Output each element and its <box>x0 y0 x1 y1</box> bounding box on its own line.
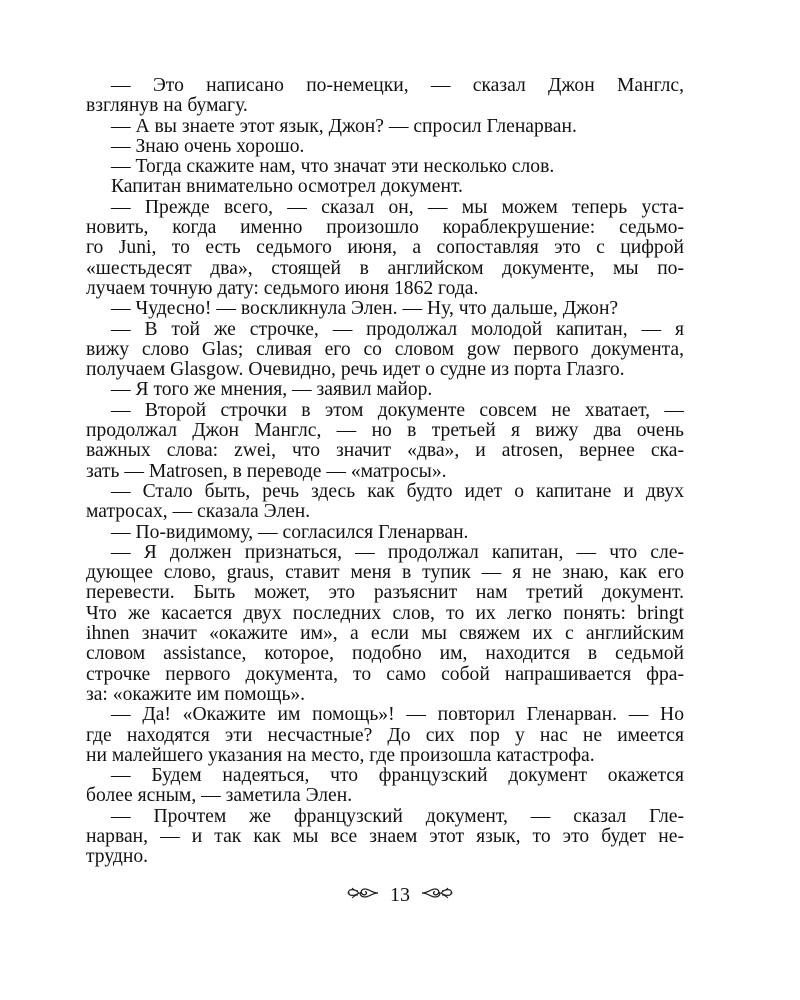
paragraph <box>86 320 684 381</box>
text-line: — Стало быть, речь здесь как будто идет о капитане и двух <box>111 480 684 502</box>
text-line: — Знаю очень хорошо. <box>111 135 305 157</box>
paragraph <box>86 482 684 523</box>
text-line: «шестьдесят два», стоящей в английском документе, мы по- <box>86 257 684 279</box>
text-line: матросах, — сказала Элен. <box>86 501 311 523</box>
text-line: где находятся эти несчастные? До сих пор у нас не имеется <box>86 724 684 746</box>
text-line: продолжал Джон Манглс, — но в третьей я вижу два очень <box>86 420 684 442</box>
paragraph <box>86 177 684 197</box>
text-line: ни малейшего указания на место, где произошла катастрофа. <box>86 744 595 766</box>
text-line: трудно. <box>86 846 149 868</box>
text-line: — Да! «Окажите им помощь»! — повторил Гленарван. — Но <box>111 704 684 726</box>
text-line: го Juni, то есть седьмого июня, а сопоставляя это с цифрой <box>86 237 684 259</box>
text-line: зать — Matrosen, в переводе — «матросы». <box>86 460 447 482</box>
page-number: 13 <box>390 883 410 906</box>
text-line: взглянув на бумагу. <box>86 95 248 117</box>
text-line: — Тогда скажите нам, что значат эти несколько слов. <box>111 156 555 178</box>
paragraph <box>86 137 684 157</box>
paragraph <box>86 157 684 177</box>
text-line: нарван, — и так как мы все знаем этот язык, то это будет не- <box>86 825 684 847</box>
text-line: дующее слово, graus, ставит меня в тупик — я не знаю, как его <box>86 562 684 584</box>
text-line: новить, когда именно произошло кораблекрушение: седьмо- <box>86 217 684 239</box>
text-line: — А вы знаете этот язык, Джон? — спросил Гленарван. <box>111 115 577 137</box>
text-line: — Второй строчки в этом документе совсем не хватает, — <box>111 399 684 421</box>
right-ornament-icon <box>421 884 453 907</box>
text-line: — Чудесно! — воскликнула Элен. — Ну, что дальше, Джон? <box>111 298 619 320</box>
text-line: строчке первого документа, то само собой напрашивается фра- <box>86 663 684 685</box>
page-footer <box>0 883 800 907</box>
text-line: за: «окажите им помощь». <box>86 683 306 705</box>
text-line: ihnen значит «окажите им», а если мы свяжем их с английским <box>86 623 684 645</box>
paragraph <box>86 543 684 705</box>
paragraph <box>86 380 684 400</box>
paragraph <box>86 766 684 807</box>
paragraph <box>86 807 684 868</box>
text-line: Что же касается двух последних слов, то их легко понять: bringt <box>86 602 684 624</box>
paragraph <box>86 523 684 543</box>
text-line: вижу слово Glas; сливая его со словом gow первого документа, <box>86 338 684 360</box>
paragraph <box>86 117 684 137</box>
text-line: — Прежде всего, — сказал он, — мы можем теперь уста- <box>111 196 684 218</box>
paragraph <box>86 299 684 319</box>
text-line: — По-видимому, — согласился Гленарван. <box>111 521 469 543</box>
paragraph <box>86 401 684 482</box>
paragraph <box>86 198 684 299</box>
paragraph <box>86 705 684 766</box>
text-line: перевести. Быть может, это разъяснит нам третий документ. <box>86 582 684 604</box>
text-line: получаем Glasgow. Очевидно, речь идет о судне из порта Глазго. <box>86 359 625 381</box>
text-line: — Будем надеяться, что французский документ окажется <box>111 765 684 787</box>
text-line: — Я того же мнения, — заявил майор. <box>111 379 433 401</box>
page-body <box>86 76 684 868</box>
text-line: лучаем точную дату: седьмого июня 1862 года. <box>86 277 479 299</box>
text-line: Капитан внимательно осмотрел документ. <box>111 176 463 198</box>
text-line: — Я должен признаться, — продолжал капитан, — что сле- <box>111 541 684 563</box>
paragraph <box>86 76 684 117</box>
left-ornament-icon <box>347 884 379 907</box>
text-line: — Прочтем же французский документ, — сказал Гле- <box>111 805 684 827</box>
text-line: — Это написано по-немецки, — сказал Джон Манглс, <box>111 75 684 96</box>
text-line: словом assistance, которое, подобно им, находится в седьмой <box>86 643 684 665</box>
text-line: более ясным, — заметила Элен. <box>86 785 353 807</box>
text-line: важных слова: zwei, что значит «два», и atrosen, вернее ска- <box>86 440 684 462</box>
text-line: — В той же строчке, — продолжал молодой капитан, — я <box>111 318 684 340</box>
